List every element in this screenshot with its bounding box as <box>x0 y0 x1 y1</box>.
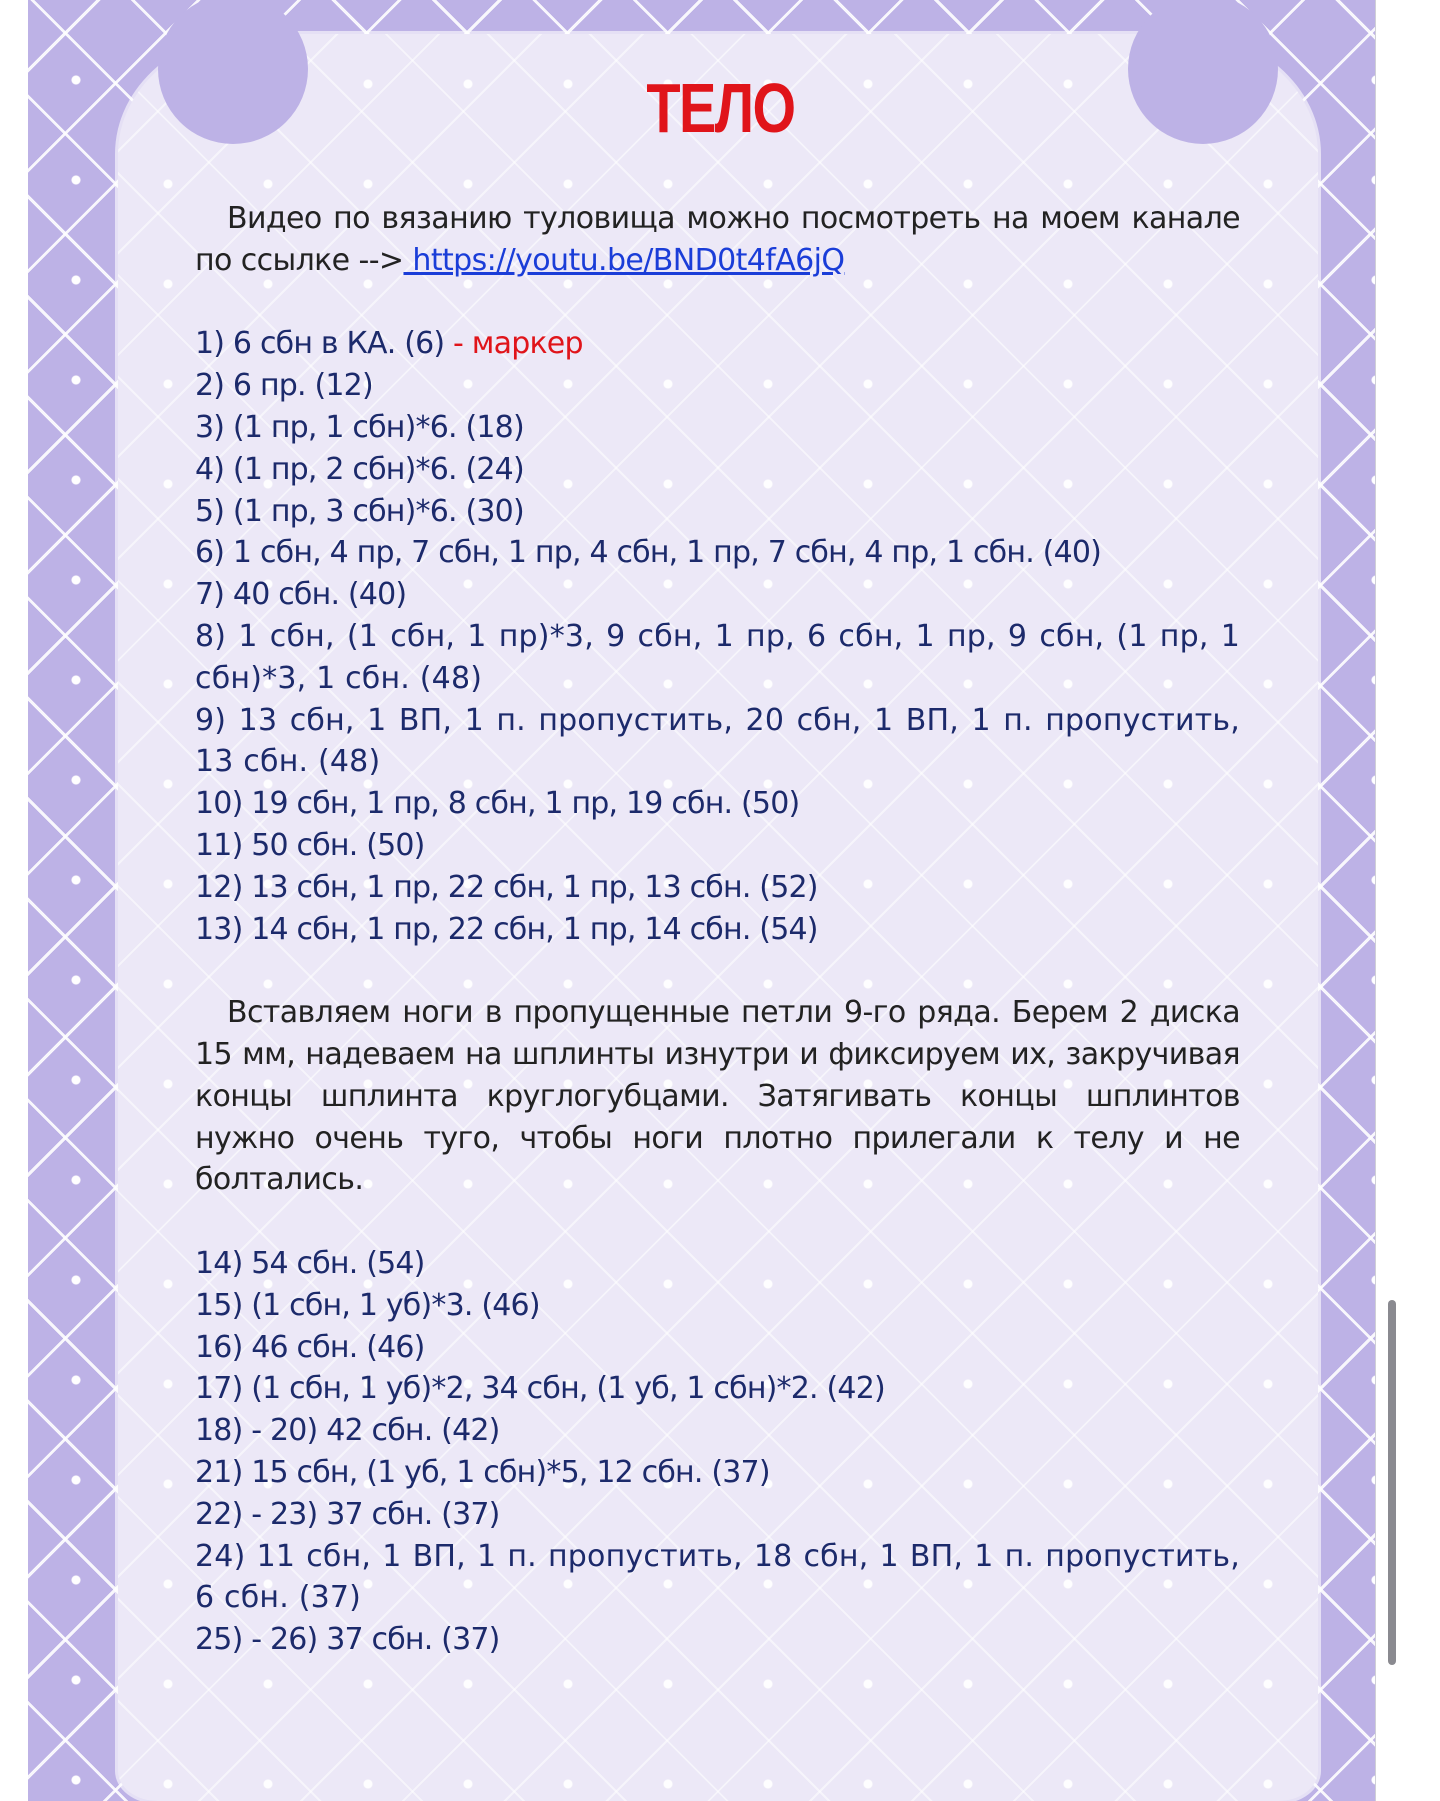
row-item: 25) - 26) 37 сбн. (37) <box>195 1622 500 1658</box>
row-item: 7) 40 сбн. (40) <box>195 577 407 613</box>
intro-paragraph <box>195 198 1240 282</box>
row-item: 6) 1 сбн, 4 пр, 7 сбн, 1 пр, 4 сбн, 1 пр, 7 сбн, 4 пр, 1 сбн. (40) <box>195 535 1102 571</box>
intro-text: Видео по вязанию туловища можно посмотреть на моем канале по ссылке --> <box>195 201 1240 278</box>
row-item: 11) 50 сбн. (50) <box>195 827 425 863</box>
rows-part1 <box>195 323 1240 950</box>
row-item: 4) (1 пр, 2 сбн)*6. (24) <box>195 451 524 487</box>
row-item: 16) 46 сбн. (46) <box>195 1329 425 1365</box>
row-item: 24) 11 сбн, 1 ВП, 1 п. пропустить, 18 сбн, 1 ВП, 1 п. пропустить, 6 сбн. (37) <box>195 1538 1240 1616</box>
marker-note: - маркер <box>444 326 583 362</box>
video-link[interactable]: https://youtu.be/BND0t4fA6jQ <box>403 242 845 278</box>
scrollbar-thumb[interactable] <box>1388 1300 1396 1665</box>
row-item: 8) 1 сбн, (1 сбн, 1 пр)*3, 9 сбн, 1 пр, 6 сбн, 1 пр, 9 сбн, (1 пр, 1 сбн)*3, 1 сбн. (48) <box>195 618 1240 696</box>
row-item: 1) 6 сбн в КА. (6) - маркер <box>195 326 583 362</box>
row-item: 21) 15 сбн, (1 уб, 1 сбн)*5, 12 сбн. (37) <box>195 1454 770 1490</box>
row-item: 5) (1 пр, 3 сбн)*6. (30) <box>195 493 524 529</box>
row-item: 18) - 20) 42 сбн. (42) <box>195 1413 500 1449</box>
row-item: 2) 6 пр. (12) <box>195 368 373 404</box>
row-item: 15) (1 сбн, 1 уб)*3. (46) <box>195 1287 540 1323</box>
row-item: 14) 54 сбн. (54) <box>195 1245 425 1281</box>
row-item: 12) 13 сбн, 1 пр, 22 сбн, 1 пр, 13 сбн. (52) <box>195 869 818 905</box>
instruction-paragraph: Вставляем ноги в пропущенные петли 9-го ряда. Берем 2 диска 15 мм, надеваем на шплинты изнутри и фиксируем их, закручивая концы шплинта круглогубцами. Затягивать концы шплинтов нужно очень туго, чтобы ноги плотно прилегали к телу и не болтались. <box>195 995 1240 1198</box>
pattern-content <box>195 198 1240 1661</box>
row-item: 17) (1 сбн, 1 уб)*2, 34 сбн, (1 уб, 1 сбн)*2. (42) <box>195 1371 885 1407</box>
rows-part2 <box>195 1243 1240 1661</box>
row-item: 22) - 23) 37 сбн. (37) <box>195 1496 500 1532</box>
row-item: 9) 13 сбн, 1 ВП, 1 п. пропустить, 20 сбн, 1 ВП, 1 п. пропустить, 13 сбн. (48) <box>195 702 1240 780</box>
row-item: 3) (1 пр, 1 сбн)*6. (18) <box>195 409 524 445</box>
page-title: ТЕЛО <box>646 69 795 147</box>
page-edge <box>1375 0 1408 1801</box>
row-item: 10) 19 сбн, 1 пр, 8 сбн, 1 пр, 19 сбн. (50) <box>195 786 800 822</box>
row-item: 13) 14 сбн, 1 пр, 22 сбн, 1 пр, 14 сбн. (54) <box>195 911 818 947</box>
